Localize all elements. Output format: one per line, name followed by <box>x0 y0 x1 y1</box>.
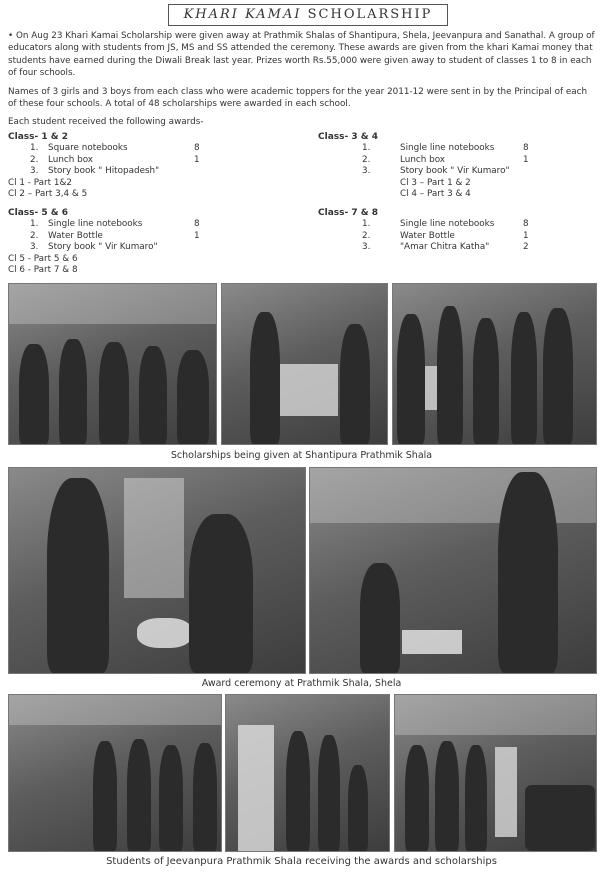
item-name: Square notebooks <box>48 143 128 153</box>
group-title: Class- 5 & 6 <box>8 208 68 218</box>
photo-shantipura-students <box>8 283 217 445</box>
item-num: 1. <box>30 219 39 229</box>
part-label: Cl 6 - Part 7 & 8 <box>8 265 78 276</box>
part-row <box>318 178 603 190</box>
item-qty: 1 <box>523 154 529 165</box>
part-row <box>8 265 298 277</box>
award-row <box>8 231 298 243</box>
award-row <box>8 155 298 167</box>
photo-jeevanpura-hall <box>394 694 597 852</box>
group-title: Class- 7 & 8 <box>318 208 378 218</box>
awards-section <box>8 131 598 281</box>
award-row <box>318 155 603 167</box>
intro-paragraph-1: • On Aug 23 Khari Kamai Scholarship were given away at Prathmik Shalas of Shantipura, Shela, Jeevanpura and Sanathal. A group of educators along with students from JS, MS and SS attended the ceremony. These awards are given from the khari Kamai money that students have earned during the Diwali Break last year. Prizes worth Rs.55,000 were given away to student of classes 1 to 8 in each of four schools. <box>8 31 595 79</box>
award-group-class-1-2 <box>8 131 298 201</box>
part-row <box>8 178 298 190</box>
title-italic: KHARI KAMAI <box>183 7 302 22</box>
intro-text <box>8 30 596 135</box>
item-name: Water Bottle <box>400 230 455 241</box>
award-row <box>318 242 603 254</box>
photo-shantipura-group <box>392 283 597 445</box>
award-row <box>318 143 603 155</box>
award-row <box>8 242 298 254</box>
item-name: Single line notebooks <box>48 219 143 229</box>
item-num: 1. <box>362 219 371 229</box>
part-label: Cl 4 – Part 3 & 4 <box>400 189 471 200</box>
item-qty: 1 <box>194 230 200 241</box>
item-qty: 2 <box>523 242 529 253</box>
item-qty: 8 <box>523 143 529 153</box>
item-name: Single line notebooks <box>400 143 495 153</box>
intro-paragraph-2: Names of 3 girls and 3 boys from each class who were academic toppers for the year 2011-12 were sent in by the Principal of each of these four schools. A total of 48 scholarships were awarded in each school. <box>8 86 588 110</box>
part-label: Cl 3 – Part 1 & 2 <box>400 177 471 188</box>
item-num: 2. <box>30 230 39 241</box>
item-name: Story book " Vir Kumaro" <box>400 166 510 177</box>
item-name: Story book " Hitopadesh" <box>48 166 160 177</box>
caption-shantipura: Scholarships being given at Shantipura Prathmik Shala <box>170 450 433 461</box>
item-num: 3. <box>30 242 39 253</box>
item-num: 3. <box>30 166 39 177</box>
item-qty: 8 <box>194 143 200 153</box>
part-label: Cl 1 - Part 1&2 <box>8 177 72 188</box>
photo-shela-award <box>8 467 306 674</box>
group-title: Class- 3 & 4 <box>318 132 378 142</box>
item-name: Story book " Vir Kumaro" <box>48 242 158 253</box>
photo-shela-ceremony <box>309 467 597 674</box>
award-row <box>8 219 298 231</box>
part-row <box>8 254 298 266</box>
item-num: 2. <box>30 154 39 165</box>
item-num: 1. <box>30 143 39 153</box>
item-num: 3. <box>362 242 371 253</box>
page-title <box>168 4 448 26</box>
award-row <box>318 166 603 178</box>
award-row <box>8 166 298 178</box>
photo-jeevanpura-award <box>225 694 390 852</box>
item-name: Lunch box <box>48 154 94 165</box>
item-qty: 1 <box>523 230 529 241</box>
group-title: Class- 1 & 2 <box>8 132 68 142</box>
item-qty: 8 <box>523 219 529 229</box>
item-num: 3. <box>362 166 371 177</box>
item-name: Single line notebooks <box>400 219 495 229</box>
photo-shantipura-award <box>221 283 388 445</box>
photo-jeevanpura-classroom <box>8 694 222 852</box>
item-name: "Amar Chitra Katha" <box>400 242 490 253</box>
item-qty: 1 <box>194 154 200 165</box>
intro-paragraph-3: Each student received the following awards- <box>8 117 204 128</box>
part-label: Cl 5 - Part 5 & 6 <box>8 253 78 264</box>
award-group-class-5-6 <box>8 207 298 277</box>
part-label: Cl 2 – Part 3,4 & 5 <box>8 189 88 200</box>
award-row <box>318 219 603 231</box>
title-rest: SCHOLARSHIP <box>307 7 433 22</box>
caption-jeevanpura: Students of Jeevanpura Prathmik Shala receiving the awards and scholarships <box>106 856 497 867</box>
caption-shela: Award ceremony at Prathmik Shala, Shela <box>201 678 402 689</box>
award-group-class-7-8 <box>318 207 603 254</box>
item-name: Water Bottle <box>48 230 103 241</box>
part-row <box>318 189 603 201</box>
part-row <box>8 189 298 201</box>
award-group-class-3-4 <box>318 131 603 201</box>
award-row <box>8 143 298 155</box>
item-num: 2. <box>362 154 371 165</box>
award-row <box>318 231 603 243</box>
item-qty: 8 <box>194 219 200 229</box>
item-num: 1. <box>362 143 371 153</box>
item-num: 2. <box>362 230 371 241</box>
item-name: Lunch box <box>400 154 446 165</box>
